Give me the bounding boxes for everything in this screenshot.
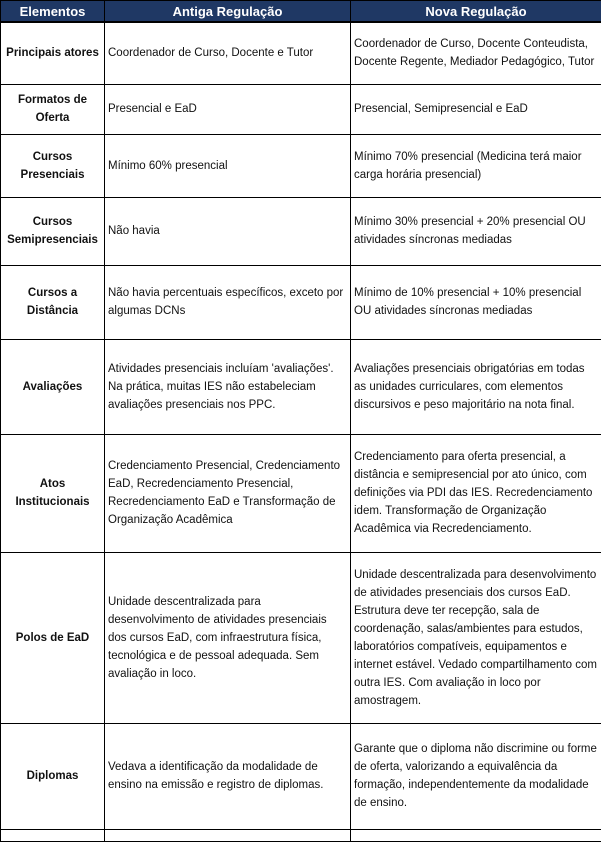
antiga-cell: Credenciamento Presencial, Credenciamento EaD, Recredenciamento Presencial, Recredenciamento EaD e Transformação de Organização Acadêmica (105, 434, 351, 552)
elemento-cell: Polos de EaD (1, 552, 105, 723)
table-header (1, 1, 601, 23)
empty-cell (351, 829, 601, 841)
table-row (1, 723, 601, 829)
table-row (1, 84, 601, 134)
elemento-cell: Cursos Semipresenciais (1, 197, 105, 265)
nova-cell: Credenciamento para oferta presencial, a distância e semipresencial por ato único, com definições via PDI das IES. Recredenciamento idem. Transformação de Organização Acadêmica via Recredenciamento. (351, 434, 601, 552)
header-elementos: Elementos (1, 1, 105, 23)
table-row (1, 22, 601, 84)
elemento-cell: Avaliações (1, 339, 105, 434)
header-antiga-regulacao: Antiga Regulação (105, 1, 351, 23)
nova-cell: Garante que o diploma não discrimine ou forme de oferta, valorizando a equivalência da formação, independentemente da modalidade de ensino. (351, 723, 601, 829)
elemento-cell: Formatos de Oferta (1, 84, 105, 134)
antiga-cell: Coordenador de Curso, Docente e Tutor (105, 22, 351, 84)
elemento-cell: Diplomas (1, 723, 105, 829)
nova-cell: Mínimo 70% presencial (Medicina terá maior carga horária presencial) (351, 134, 601, 197)
table-row (1, 339, 601, 434)
empty-cell (1, 829, 105, 841)
antiga-cell: Presencial e EaD (105, 84, 351, 134)
antiga-cell: Vedava a identificação da modalidade de ensino na emissão e registro de diplomas. (105, 723, 351, 829)
elemento-cell: Atos Institucionais (1, 434, 105, 552)
table-row (1, 197, 601, 265)
table-row (1, 552, 601, 723)
table-row (1, 434, 601, 552)
table-body (1, 22, 601, 841)
table-row (1, 134, 601, 197)
table-row-empty (1, 829, 601, 841)
antiga-cell: Atividades presenciais incluíam 'avaliações'. Na prática, muitas IES não estabeleciam avaliações presenciais nos PPC. (105, 339, 351, 434)
antiga-cell: Não havia percentuais específicos, exceto por algumas DCNs (105, 265, 351, 339)
antiga-cell: Mínimo 60% presencial (105, 134, 351, 197)
header-nova-regulacao: Nova Regulação (351, 1, 601, 23)
nova-cell: Mínimo 30% presencial + 20% presencial OU atividades síncronas mediadas (351, 197, 601, 265)
nova-cell: Avaliações presenciais obrigatórias em todas as unidades curriculares, com elementos discursivos e peso majoritário na nota final. (351, 339, 601, 434)
nova-cell: Presencial, Semipresencial e EaD (351, 84, 601, 134)
nova-cell: Mínimo de 10% presencial + 10% presencial OU atividades síncronas mediadas (351, 265, 601, 339)
nova-cell: Unidade descentralizada para desenvolvimento de atividades presenciais dos cursos EaD. Estrutura deve ter recepção, sala de coordenação, salas/ambientes para estudos, laboratórios compatíveis, equipamentos e internet estável. Vedado compartilhamento com outra IES. Com avaliação in loco por amostragem. (351, 552, 601, 723)
table-row (1, 265, 601, 339)
antiga-cell: Unidade descentralizada para desenvolvimento de atividades presenciais dos cursos EaD, com infraestrutura física, tecnológica e de pessoal adequada. Sem avaliação in loco. (105, 552, 351, 723)
elemento-cell: Cursos a Distância (1, 265, 105, 339)
elemento-cell: Principais atores (1, 22, 105, 84)
antiga-cell: Não havia (105, 197, 351, 265)
nova-cell: Coordenador de Curso, Docente Conteudista, Docente Regente, Mediador Pedagógico, Tutor (351, 22, 601, 84)
elemento-cell: Cursos Presenciais (1, 134, 105, 197)
header-row (1, 1, 601, 23)
empty-cell (105, 829, 351, 841)
